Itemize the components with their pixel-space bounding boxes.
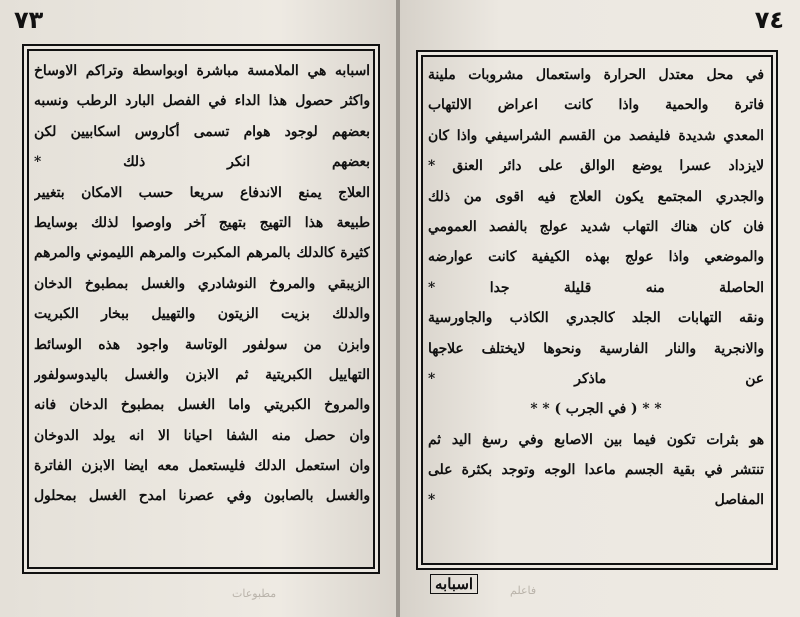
text-line: المعدي شديدة فليفصد من القسم الشراسيفي واذا كان xyxy=(428,127,764,144)
right-page-number: ٧٤ xyxy=(754,6,784,34)
text-line: * * ( في الجرب ) * * xyxy=(530,401,662,418)
text-line: الحاصلة منه قليلة جدا * xyxy=(428,279,764,296)
text-line: والدلك بزيت الزيتون والتهييل ببخار الكبريت xyxy=(34,306,370,323)
text-line: الزيبقي والمروخ النوشادري والغسل بمطبوخ الدخان xyxy=(34,275,370,292)
text-line: والانجرية والنار الفارسية ونحوها لايختلف علاجها xyxy=(428,340,764,357)
text-line: فان كان هناك التهاب شديد عولج بالفصد العمومي xyxy=(428,218,764,235)
left-page-number: ٧٣ xyxy=(14,6,44,34)
text-line: كثيرة كالدلك بالمرهم المكبرت والمرهم الليموني والمرهم xyxy=(34,245,370,262)
text-line: بعضهم انكر ذلك * xyxy=(34,154,370,171)
text-line: المفاصل * xyxy=(428,492,764,509)
right-bleed-through-text: فاعلم xyxy=(510,584,537,597)
text-line: والمروخ الكبريتي واما الغسل بمطبوخ الدخان فانه xyxy=(34,397,370,414)
text-line: والغسل بالصابون وفي عصرنا امدح الغسل بمحلول xyxy=(34,488,370,505)
text-line: لايزداد عسرا يوضع الوالق على دائر العنق * xyxy=(428,158,764,175)
text-line: في محل معتدل الحرارة واستعمال مشروبات ملينة xyxy=(428,67,764,83)
text-line: والجدري المجتمع يكون العلاج فيه اقوى من ذلك xyxy=(428,188,764,205)
text-line: هو بثرات تكون فيما بين الاصابع وفي رسغ اليد ثم xyxy=(428,431,764,448)
text-line: اسبابه هي الملامسة مباشرة اوبواسطة وتراكم الاوساخ xyxy=(34,63,370,79)
text-line: والموضعي واذا عولج بهذه الكيفية كانت عوارضه xyxy=(428,249,764,266)
text-line: فاترة والحمية واذا كانت اعراض الالتهاب xyxy=(428,97,764,114)
catchword: اسبابه xyxy=(430,574,478,594)
right-page xyxy=(400,0,800,617)
left-bleed-through-text: مطبوعات xyxy=(232,587,277,600)
text-line: طبيعة هذا التهيج بتهيج آخر واوصوا لذلك بوسايط xyxy=(34,214,370,231)
text-line: العلاج يمنع الاندفاع سريعا حسب الامكان بتغيير xyxy=(34,184,370,201)
left-page-text xyxy=(34,56,370,512)
right-page-text xyxy=(428,60,764,516)
text-line: عن ماذكر * xyxy=(428,370,764,387)
text-line: ونقه التهابات الجلد كالجدري الكاذب والجاورسية xyxy=(428,310,764,327)
text-line: تنتشر في بقية الجسم ماعدا الوجه وتوجد بكثرة على xyxy=(428,462,764,479)
text-line: التهاييل الكبريتية ثم الابزن والغسل باليدوسولفور xyxy=(34,366,370,383)
left-page xyxy=(0,0,398,617)
text-line: وابزن من سولفور الوتاسة واجود هذه الوسائط xyxy=(34,336,370,353)
text-line: بعضهم لوجود هوام تسمى أكاروس اسكابيين لكن xyxy=(34,123,370,140)
text-line: وان استعمل الدلك فليستعمل معه ايضا الابزن الفاترة xyxy=(34,458,370,475)
text-line: وان حصل منه الشفا احيانا الا انه يولد الدوخان xyxy=(34,427,370,444)
text-line: واكثر حصول هذا الداء في الفصل البارد الرطب ونسبه xyxy=(34,93,370,110)
